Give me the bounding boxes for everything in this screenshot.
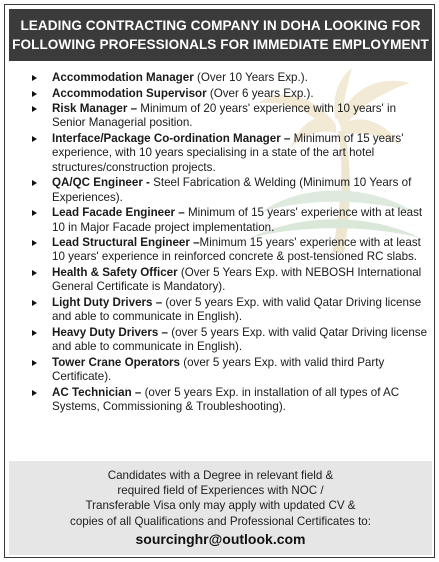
list-item: Accommodation Manager (Over 10 Years Exp.). [19, 71, 429, 85]
list-item: AC Technician – (over 5 years Exp. in installation of all types of AC Systems, Commissioning & Troubleshooting). [19, 386, 429, 415]
bullet-icon [32, 300, 37, 306]
footer-line: Candidates with a Degree in relevant field & [107, 469, 334, 482]
ad-header [9, 9, 432, 61]
bullet-icon [32, 91, 37, 97]
contact-email[interactable]: sourcinghr@outlook.com [135, 530, 306, 547]
bullet-icon [32, 330, 37, 336]
bullet-icon [32, 106, 37, 112]
bullet-icon [32, 360, 37, 366]
footer-line: Transferable Visa only may apply with updated CV & [85, 499, 356, 513]
bullet-icon [32, 240, 37, 246]
job-advertisement [4, 4, 435, 558]
list-item: Health & Safety Officer (Over 5 Years Exp. with NEBOSH International General Certificate is Mandatory). [19, 266, 429, 295]
application-footer [9, 461, 432, 555]
bullet-icon [32, 75, 37, 81]
bullet-icon [32, 390, 37, 396]
bullet-icon [32, 180, 37, 186]
job-list [19, 71, 429, 415]
footer-line: copies of all Qualifications and Professional Certificates to: [70, 514, 371, 528]
list-item: Interface/Package Co-ordination Manager – Minimum of 15 years' experience, with 10 years specialising in a state of the art hotel structures/construction projects. [19, 132, 429, 175]
list-item: Light Duty Drivers – (over 5 years Exp. with valid Qatar Driving license and able to communicate in English). [19, 296, 429, 325]
bullet-icon [32, 270, 37, 276]
list-item: Accommodation Supervisor (Over 6 years Exp.). [19, 87, 429, 101]
list-item: Lead Structural Engineer –Minimum 15 years' experience with at least 10 years' experience in reinforced concrete & post-tensioned RC slabs. [19, 236, 429, 265]
footer-line: required field of Experiences with NOC / [117, 484, 324, 498]
application-instructions [9, 461, 432, 529]
list-item: Tower Crane Operators (over 5 years Exp. with valid third Party Certificate). [19, 356, 429, 385]
list-item: Heavy Duty Drivers – (over 5 years Exp. with valid Qatar Driving license and able to communicate in English). [19, 326, 429, 355]
list-item: Risk Manager – Minimum of 20 years' experience with 10 years' in Senior Managerial position. [19, 102, 429, 131]
header-line-2: FOLLOWING PROFESSIONALS FOR IMMEDIATE EMPLOYMENT [12, 37, 429, 52]
list-item: Lead Facade Engineer – Minimum of 15 years' experience with at least 10 in Major Facade project implementation. [19, 206, 429, 235]
bullet-icon [32, 136, 37, 142]
header-line-1: LEADING CONTRACTING COMPANY IN DOHA LOOKING FOR [20, 18, 421, 33]
list-item: QA/QC Engineer - Steel Fabrication & Welding (Minimum 10 Years of Experiences). [19, 176, 429, 205]
bullet-icon [32, 210, 37, 216]
